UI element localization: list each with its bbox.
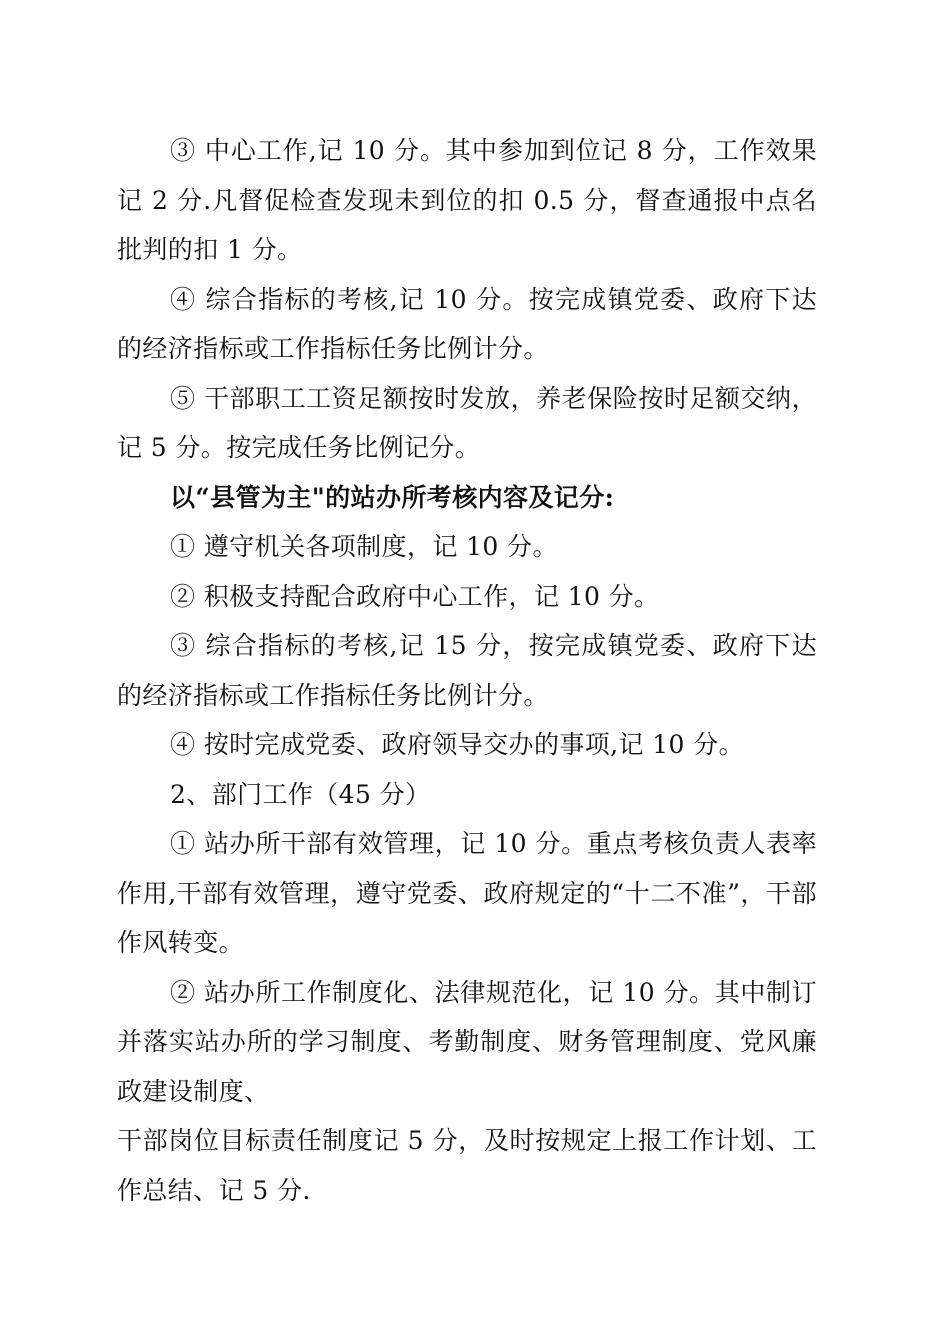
paragraph-assigned-tasks: ④ 按时完成党委、政府领导交办的事项,记 10 分。 xyxy=(170,730,745,759)
paragraph-rules-compliance: ① 遵守机关各项制度，记 10 分。 xyxy=(170,532,558,561)
paragraph-indicator-assessment: ③ 综合指标的考核,记 15 分，按完成镇党委、政府下达的经济指标或工作指标任务比例计分。 xyxy=(117,631,817,710)
paragraph-responsibility-system: 干部岗位目标责任制度记 5 分，及时按规定上报工作计划、工作总结、记 5 分. xyxy=(117,1126,817,1205)
paragraph-institutionalization: ② 站办所工作制度化、法律规范化，记 10 分。其中制订并落实站办所的学习制度、考勤制度、财务管理制度、党风廉政建设制度、 xyxy=(117,977,817,1106)
section-heading-county-managed: 以“县管为主"的站办所考核内容及记分: xyxy=(170,482,615,512)
paragraph-support-government: ② 积极支持配合政府中心工作，记 10 分。 xyxy=(170,581,660,611)
document-body xyxy=(117,126,817,1215)
paragraph-central-work: ③ 中心工作,记 10 分。其中参加到位记 8 分，工作效果记 2 分.凡督促检查发现未到位的扣 0.5 分，督查通报中点名批判的扣 1 分。 xyxy=(117,136,817,264)
paragraph-wages-pension: ⑤ 干部职工工资足额按时发放，养老保险按时足额交纳，记 5 分。按完成任务比例记分。 xyxy=(117,383,817,462)
paragraph-cadre-management: ① 站办所干部有效管理，记 10 分。重点考核负责人表率作用,干部有效管理，遵守党委、政府规定的“十二不准”，干部作风转变。 xyxy=(117,829,817,957)
paragraph-comprehensive-indicators: ④ 综合指标的考核,记 10 分。按完成镇党委、政府下达的经济指标或工作指标任务比例计分。 xyxy=(117,284,817,363)
section-heading-department-work: 2、部门工作（45 分） xyxy=(170,779,431,809)
